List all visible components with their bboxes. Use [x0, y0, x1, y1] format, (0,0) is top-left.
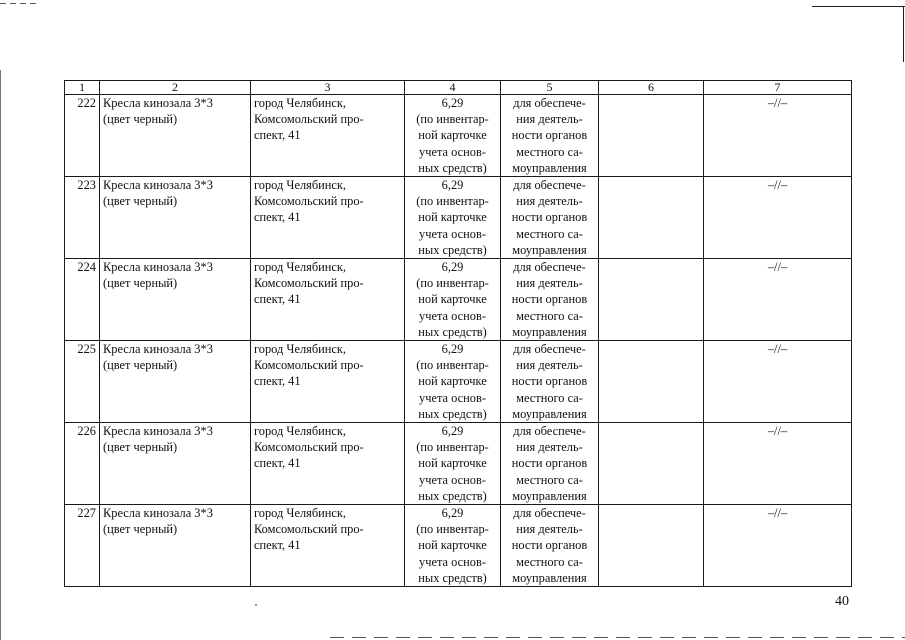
item-cost: [405, 177, 501, 259]
table-row: [65, 177, 852, 259]
item-purpose-line: ния деятель-: [516, 358, 583, 373]
page-number: 40: [835, 594, 849, 609]
item-cost: [405, 341, 501, 423]
item-address-line: спект, 41: [254, 128, 301, 143]
item-cost-line: ных средств): [418, 324, 487, 339]
item-name-line: (цвет черный): [103, 358, 178, 373]
item-cost: [405, 423, 501, 505]
item-cost-line: ной карточке: [418, 292, 487, 307]
item-cost-line: (по инвентар-: [416, 194, 489, 209]
item-address-line: спект, 41: [254, 456, 301, 471]
header-col-6: 6: [599, 81, 704, 95]
item-ditto-mark: –//–: [704, 259, 852, 341]
row-number: 222: [65, 95, 100, 177]
item-purpose-line: местного са-: [516, 226, 583, 241]
item-address-line: Комсомольский про-: [254, 440, 364, 455]
item-purpose-line: для обеспече-: [513, 96, 586, 110]
item-name-line: Кресла кинозала 3*3: [103, 260, 213, 275]
item-cost: [405, 505, 501, 587]
item-cost-line: ной карточке: [418, 538, 487, 553]
row-number: 224: [65, 259, 100, 341]
item-cost-line: ной карточке: [418, 128, 487, 143]
header-col-7: 7: [704, 81, 852, 95]
item-purpose: [501, 505, 599, 587]
item-address: [251, 423, 405, 505]
table-row: [65, 341, 852, 423]
item-purpose-line: для обеспече-: [513, 506, 586, 521]
item-address-line: Комсомольский про-: [254, 276, 364, 291]
item-address-line: Комсомольский про-: [254, 112, 364, 127]
item-name-line: Кресла кинозала 3*3: [103, 96, 213, 110]
item-name-line: Кресла кинозала 3*3: [103, 424, 213, 439]
item-purpose-line: ния деятель-: [516, 522, 583, 537]
scan-edge-mark-left: [0, 70, 1, 640]
item-address-line: Комсомольский про-: [254, 358, 364, 373]
item-name: [100, 259, 251, 341]
item-col-6: [599, 95, 704, 177]
item-purpose: [501, 341, 599, 423]
item-address: [251, 505, 405, 587]
item-purpose-line: для обеспече-: [513, 424, 586, 439]
item-col-6: [599, 341, 704, 423]
item-address: [251, 95, 405, 177]
item-address: [251, 177, 405, 259]
item-ditto-mark: –//–: [704, 423, 852, 505]
item-purpose-line: ния деятель-: [516, 440, 583, 455]
item-purpose-line: местного са-: [516, 144, 583, 159]
table-header: [65, 81, 852, 95]
item-address-line: город Челябинск,: [254, 178, 347, 193]
item-purpose-line: моуправления: [512, 160, 587, 175]
item-address: [251, 341, 405, 423]
item-address-line: спект, 41: [254, 210, 301, 225]
item-address-line: спект, 41: [254, 292, 301, 307]
item-name: [100, 341, 251, 423]
item-address-line: город Челябинск,: [254, 260, 347, 275]
table-row: [65, 95, 852, 177]
item-cost-line: 6,29: [441, 506, 464, 521]
row-number: 225: [65, 341, 100, 423]
item-name-line: (цвет черный): [103, 194, 178, 209]
item-name-line: Кресла кинозала 3*3: [103, 342, 213, 357]
item-purpose-line: ности органов: [511, 128, 588, 143]
item-cost-line: ных средств): [418, 570, 487, 585]
item-cost-line: ных средств): [418, 160, 487, 175]
item-purpose-line: моуправления: [512, 324, 587, 339]
item-name: [100, 505, 251, 587]
item-cost-line: 6,29: [441, 96, 464, 110]
item-cost-line: учета основ-: [419, 144, 486, 159]
header-col-3: 3: [251, 81, 405, 95]
scan-speck: [255, 604, 257, 606]
item-col-6: [599, 505, 704, 587]
item-purpose-line: ния деятель-: [516, 276, 583, 291]
header-col-2: 2: [100, 81, 251, 95]
item-purpose-line: ности органов: [511, 456, 588, 471]
item-purpose: [501, 177, 599, 259]
item-name-line: (цвет черный): [103, 112, 178, 127]
item-purpose-line: моуправления: [512, 488, 587, 503]
item-cost-line: ных средств): [418, 242, 487, 257]
item-purpose-line: для обеспече-: [513, 178, 586, 193]
item-ditto-mark: –//–: [704, 341, 852, 423]
table-header-row: [65, 81, 852, 95]
item-purpose: [501, 259, 599, 341]
item-cost-line: учета основ-: [419, 554, 486, 569]
item-cost: [405, 259, 501, 341]
item-purpose-line: ности органов: [511, 292, 588, 307]
item-name: [100, 95, 251, 177]
item-cost-line: учета основ-: [419, 390, 486, 405]
item-purpose-line: местного са-: [516, 554, 583, 569]
table-row: [65, 423, 852, 505]
item-name-line: (цвет черный): [103, 276, 178, 291]
item-purpose-line: ности органов: [511, 538, 588, 553]
item-address-line: спект, 41: [254, 374, 301, 389]
header-col-1: 1: [65, 81, 100, 95]
header-col-5: 5: [501, 81, 599, 95]
item-address-line: спект, 41: [254, 538, 301, 553]
item-ditto-mark: –//–: [704, 177, 852, 259]
item-cost-line: учета основ-: [419, 308, 486, 323]
item-ditto-mark: –//–: [704, 505, 852, 587]
item-address-line: город Челябинск,: [254, 424, 347, 439]
item-cost-line: (по инвентар-: [416, 440, 489, 455]
item-purpose-line: ния деятель-: [516, 194, 583, 209]
item-address-line: город Челябинск,: [254, 96, 347, 110]
item-purpose-line: ности органов: [511, 374, 588, 389]
item-col-6: [599, 177, 704, 259]
item-purpose-line: для обеспече-: [513, 342, 586, 357]
item-purpose: [501, 423, 599, 505]
item-cost-line: ных средств): [418, 406, 487, 421]
item-address-line: город Челябинск,: [254, 342, 347, 357]
row-number: 223: [65, 177, 100, 259]
item-name-line: (цвет черный): [103, 522, 178, 537]
item-name-line: Кресла кинозала 3*3: [103, 506, 213, 521]
item-address-line: Комсомольский про-: [254, 194, 364, 209]
item-col-6: [599, 259, 704, 341]
item-purpose: [501, 95, 599, 177]
item-cost-line: ной карточке: [418, 210, 487, 225]
item-cost-line: (по инвентар-: [416, 522, 489, 537]
item-purpose-line: местного са-: [516, 472, 583, 487]
item-cost-line: (по инвентар-: [416, 112, 489, 127]
table-body: [65, 95, 852, 587]
item-name-line: (цвет черный): [103, 440, 178, 455]
row-number: 226: [65, 423, 100, 505]
item-cost-line: 6,29: [441, 342, 464, 357]
item-cost-line: (по инвентар-: [416, 276, 489, 291]
table-row: [65, 505, 852, 587]
item-cost-line: ной карточке: [418, 374, 487, 389]
item-name: [100, 177, 251, 259]
item-cost-line: ных средств): [418, 488, 487, 503]
item-name-line: Кресла кинозала 3*3: [103, 178, 213, 193]
scan-edge-mark-bottom: [330, 637, 905, 638]
item-col-6: [599, 423, 704, 505]
item-purpose-line: для обеспече-: [513, 260, 586, 275]
item-purpose-line: моуправления: [512, 570, 587, 585]
item-purpose-line: ния деятель-: [516, 112, 583, 127]
item-purpose-line: моуправления: [512, 406, 587, 421]
item-address: [251, 259, 405, 341]
item-cost-line: (по инвентар-: [416, 358, 489, 373]
item-purpose-line: ности органов: [511, 210, 588, 225]
item-purpose-line: местного са-: [516, 390, 583, 405]
table-row: [65, 259, 852, 341]
item-purpose-line: моуправления: [512, 242, 587, 257]
item-address-line: Комсомольский про-: [254, 522, 364, 537]
scan-edge-mark-top-right: [812, 6, 905, 7]
item-ditto-mark: –//–: [704, 95, 852, 177]
item-cost-line: 6,29: [441, 260, 464, 275]
item-cost: [405, 95, 501, 177]
item-cost-line: учета основ-: [419, 472, 486, 487]
scan-edge-mark-right: [903, 6, 904, 62]
header-col-4: 4: [405, 81, 501, 95]
item-cost-line: 6,29: [441, 424, 464, 439]
item-address-line: город Челябинск,: [254, 506, 347, 521]
property-registry-table: [64, 80, 852, 587]
item-cost-line: ной карточке: [418, 456, 487, 471]
row-number: 227: [65, 505, 100, 587]
item-purpose-line: местного са-: [516, 308, 583, 323]
scan-edge-mark-top-left: [0, 3, 36, 4]
item-cost-line: учета основ-: [419, 226, 486, 241]
item-cost-line: 6,29: [441, 178, 464, 193]
item-name: [100, 423, 251, 505]
